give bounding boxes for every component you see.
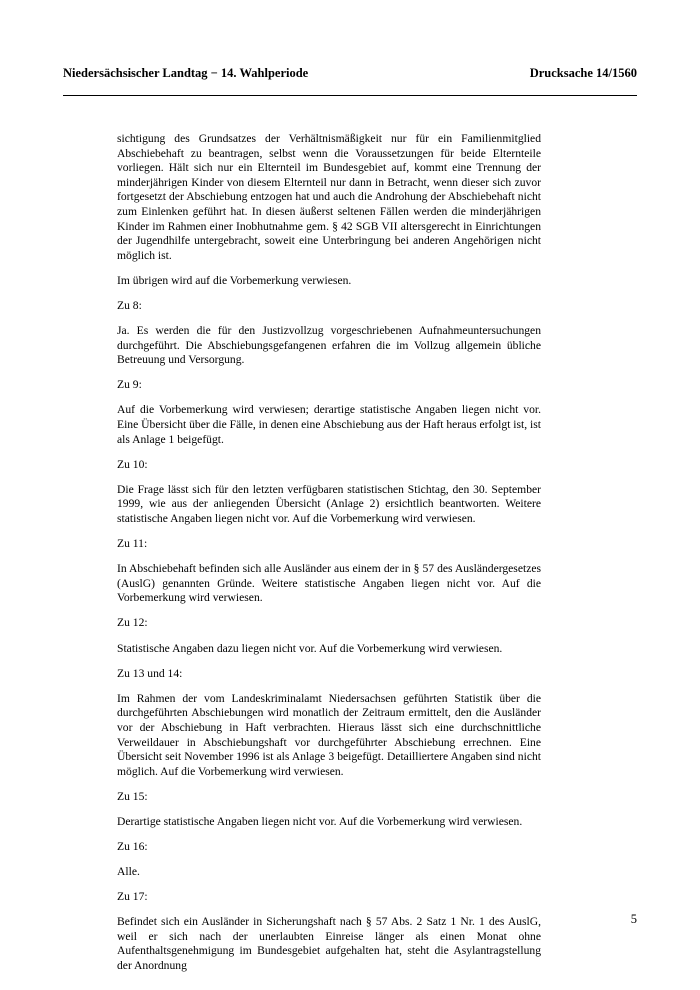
answer-text-8: Ja. Es werden die für den Justizvollzug vorgeschriebenen Aufnahmeuntersuchungen durchgeführt. Die Abschiebungsgefangenen erfahren die im Vollzug allgemein übliche Betreuung und Versorgung. xyxy=(117,324,541,367)
answer-text-10: Die Frage lässt sich für den letzten verfügbaren statistischen Stichtag, den 30. September 1999, wie aus der anliegenden Übersicht (Anlage 2) ersichtlich beantworten. Weitere statistische Angaben liegen nicht vor. Auf die Vorbemerkung wird verwiesen. xyxy=(117,482,541,525)
answer-text-15: Derartige statistische Angaben liegen nicht vor. Auf die Vorbemerkung wird verwiesen. xyxy=(117,814,523,828)
answer-label-11: Zu 11: xyxy=(117,537,148,551)
answer-text-17: Befindet sich ein Ausländer in Sicherungshaft nach § 57 Abs. 2 Satz 1 Nr. 1 des AuslG, weil er sich nach der unerlaubten Einreise länger als einen Monat ohne Aufenthaltsgenehmigung im Bundesgebiet aufgehalten hat, steht die Asylantragstellung der Anordnung xyxy=(117,915,541,973)
page-number: 5 xyxy=(630,912,637,926)
answer-label-16: Zu 16: xyxy=(117,839,148,853)
answer-text-11: In Abschiebehaft befinden sich alle Ausländer aus einem der in § 57 des Ausländergesetzes (AuslG) genannten Gründe. Weitere statistische Angaben liegen nicht vor. Auf die Vorbemerkung wird verwiesen. xyxy=(117,562,541,605)
body-text xyxy=(117,132,541,984)
answer-label-13-14: Zu 13 und 14: xyxy=(117,666,183,680)
answer-label-10: Zu 10: xyxy=(117,457,148,471)
page-header xyxy=(63,66,637,96)
document-number: Drucksache 14/1560 xyxy=(529,66,637,80)
answer-text-16: Alle. xyxy=(117,865,140,879)
paragraph-continuation: sichtigung des Grundsatzes der Verhältnismäßigkeit nur für ein Familienmitglied Abschiebehaft zu beantragen, selbst wenn die Voraussetzungen für beide Elternteile vorliegen. Hält sich nur ein Elternteil im Bundesgebiet auf, kommt eine Trennung der minderjährigen Kinder von diesem Elternteil nur dann in Betracht, wenn dieser sich zuvor fortgesetzt der Abschiebung entzogen hat und auch die Androhung der Abschiebehaft nicht zum Einlenken geführt hat. In diesen äußerst seltenen Fällen werden die minderjährigen Kinder im Rahmen einer Inobhutnahme gem. § 42 SGB VII altersgerecht in Einrichtungen der Jugendhilfe untergebracht, soweit eine Unterbringung bei anderen Angehörigen nicht möglich ist. xyxy=(117,132,541,262)
answer-text-9: Auf die Vorbemerkung wird verwiesen; derartige statistische Angaben liegen nicht vor. Eine Übersicht über die Fälle, in denen eine Abschiebung aus der Haft heraus erfolgt ist, ist als Anlage 1 beigefügt. xyxy=(117,403,542,446)
header-title: Niedersächsischer Landtag − 14. Wahlperiode xyxy=(63,66,309,80)
answer-label-9: Zu 9: xyxy=(117,378,142,392)
answer-text-12: Statistische Angaben dazu liegen nicht vor. Auf die Vorbemerkung wird verwiesen. xyxy=(117,641,503,655)
answer-label-15: Zu 15: xyxy=(117,789,148,803)
paragraph-reference: Im übrigen wird auf die Vorbemerkung verwiesen. xyxy=(117,273,352,287)
answer-text-13-14: Im Rahmen der vom Landeskriminalamt Niedersachsen geführten Statistik über die durchgeführten Abschiebungen wird monatlich der Zeitraum ermittelt, den die Ausländer vor der Abschiebung in Haft verbrachten. Hieraus lässt sich eine durchschnittliche Verweildauer in Abschiebungshaft vor durchgeführter Abschiebung errechnen. Eine Übersicht seit November 1996 ist als Anlage 3 beigefügt. Detailliertere Angaben sind nicht möglich. Auf die Vorbemerkung wird verwiesen. xyxy=(117,691,541,778)
answer-label-17: Zu 17: xyxy=(117,890,148,904)
answer-label-8: Zu 8: xyxy=(117,298,142,312)
answer-label-12: Zu 12: xyxy=(117,616,148,630)
